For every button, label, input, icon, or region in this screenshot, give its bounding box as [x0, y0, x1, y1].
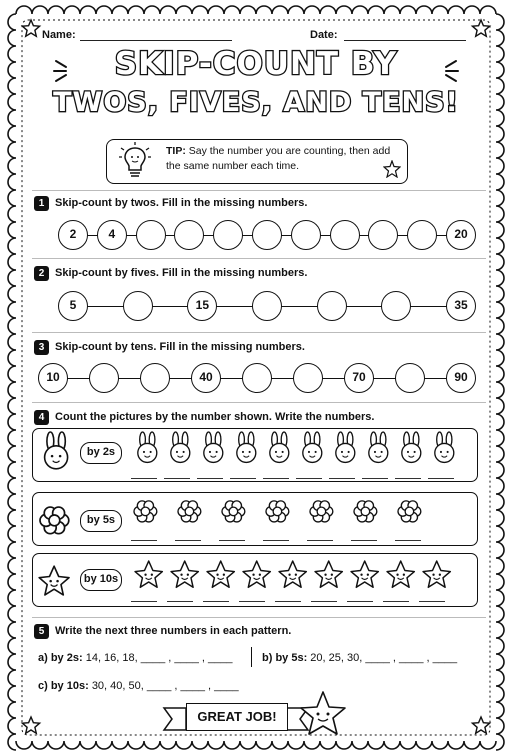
- section-1-title: Skip-count by twos. Fill in the missing numbers.: [55, 197, 308, 209]
- pattern-c[interactable]: c) by 10s: 30, 40, 50, ____ , ____ , ____: [38, 680, 239, 692]
- title-line-2: TWOS, FIVES, AND TENS!: [53, 87, 459, 118]
- answer-blank[interactable]: [383, 601, 409, 602]
- answer-blank[interactable]: [167, 601, 193, 602]
- number-circle: 4: [97, 220, 127, 250]
- tip-text: TIP: Say the number you are counting, then add the same number each time.: [166, 145, 391, 172]
- star-icon: [207, 561, 234, 587]
- section-3-number: 3: [34, 340, 49, 355]
- section-5-title: Write the next three numbers in each pattern.: [55, 625, 292, 637]
- answer-blank[interactable]: [362, 478, 388, 479]
- section-2-title: Skip-count by fives. Fill in the missing numbers.: [55, 267, 308, 279]
- bunny-icon: [237, 432, 256, 462]
- answer-blank[interactable]: [347, 601, 373, 602]
- answer-blank[interactable]: [131, 601, 157, 602]
- flower-icon: [40, 507, 69, 534]
- section-divider: [32, 617, 486, 618]
- bunny-icon: [303, 432, 322, 462]
- pattern-divider: [251, 647, 252, 667]
- smiling-star-icon: [298, 690, 348, 738]
- section-1-number: 1: [34, 196, 49, 211]
- answer-blank[interactable]: [131, 540, 157, 541]
- answer-blank[interactable]: [131, 478, 157, 479]
- answer-blank[interactable]: [203, 601, 229, 602]
- star-icon: [171, 561, 198, 587]
- by-10s-label: by 10s: [80, 569, 122, 591]
- section-2-number: 2: [34, 266, 49, 281]
- number-circle: 10: [38, 363, 68, 393]
- answer-blank[interactable]: [197, 478, 223, 479]
- answer-blank[interactable]: [296, 478, 322, 479]
- answer-blank[interactable]: [351, 540, 377, 541]
- by-2s-label: by 2s: [80, 442, 122, 464]
- answer-blank[interactable]: [175, 540, 201, 541]
- flower-icon: [398, 501, 421, 522]
- number-circle: 5: [58, 291, 88, 321]
- bunny-icon: [45, 432, 68, 469]
- answer-blank[interactable]: [230, 478, 256, 479]
- name-label: Name:: [42, 29, 76, 41]
- pattern-a[interactable]: a) by 2s: 14, 16, 18, ____ , ____ , ____: [38, 652, 233, 664]
- star-icon: [351, 561, 378, 587]
- bunny-icon: [138, 432, 157, 462]
- section-3-title: Skip-count by tens. Fill in the missing numbers.: [55, 341, 305, 353]
- by-5s-label: by 5s: [80, 510, 122, 532]
- flower-icon: [222, 501, 245, 522]
- answer-blank[interactable]: [263, 478, 289, 479]
- number-circle: 70: [344, 363, 374, 393]
- pattern-b[interactable]: b) by 5s: 20, 25, 30, ____ , ____ , ____: [262, 652, 458, 664]
- flower-icon: [310, 501, 333, 522]
- answer-blank[interactable]: [419, 601, 445, 602]
- star-icon: [279, 561, 306, 587]
- number-circle: 2: [58, 220, 88, 250]
- star-icon: [315, 561, 342, 587]
- number-circle: 20: [446, 220, 476, 250]
- bunny-icon: [435, 432, 454, 462]
- flower-icon: [266, 501, 289, 522]
- flower-icon: [134, 501, 157, 522]
- answer-blank[interactable]: [219, 540, 245, 541]
- answer-blank[interactable]: [395, 540, 421, 541]
- section-5-number: 5: [34, 624, 49, 639]
- number-circle: 35: [446, 291, 476, 321]
- answer-blank[interactable]: [307, 540, 333, 541]
- number-circle: 90: [446, 363, 476, 393]
- answer-blank[interactable]: [239, 601, 265, 602]
- flower-icon: [354, 501, 377, 522]
- flower-icon: [178, 501, 201, 522]
- section-4-title: Count the pictures by the number shown. Write the numbers.: [55, 411, 375, 423]
- star-icon: [243, 561, 270, 587]
- great-job-banner: GREAT JOB!: [186, 703, 288, 731]
- number-circle: 15: [187, 291, 217, 321]
- bunny-icon: [336, 432, 355, 462]
- star-icon: [135, 561, 162, 587]
- star-icon: [39, 566, 69, 595]
- star-icon: [387, 561, 414, 587]
- answer-blank[interactable]: [395, 478, 421, 479]
- bunny-icon: [171, 432, 190, 462]
- bunny-icon: [369, 432, 388, 462]
- bunny-icon: [204, 432, 223, 462]
- answer-blank[interactable]: [329, 478, 355, 479]
- answer-blank[interactable]: [263, 540, 289, 541]
- date-label: Date:: [310, 29, 338, 41]
- section-4-number: 4: [34, 410, 49, 425]
- bunny-icon: [402, 432, 421, 462]
- answer-blank[interactable]: [164, 478, 190, 479]
- star-icon: [423, 561, 450, 587]
- answer-blank[interactable]: [275, 601, 301, 602]
- number-circle: 40: [191, 363, 221, 393]
- title-line-1: SKIP-COUNT BY: [114, 46, 398, 82]
- bunny-icon: [270, 432, 289, 462]
- answer-blank[interactable]: [311, 601, 337, 602]
- answer-blank[interactable]: [428, 478, 454, 479]
